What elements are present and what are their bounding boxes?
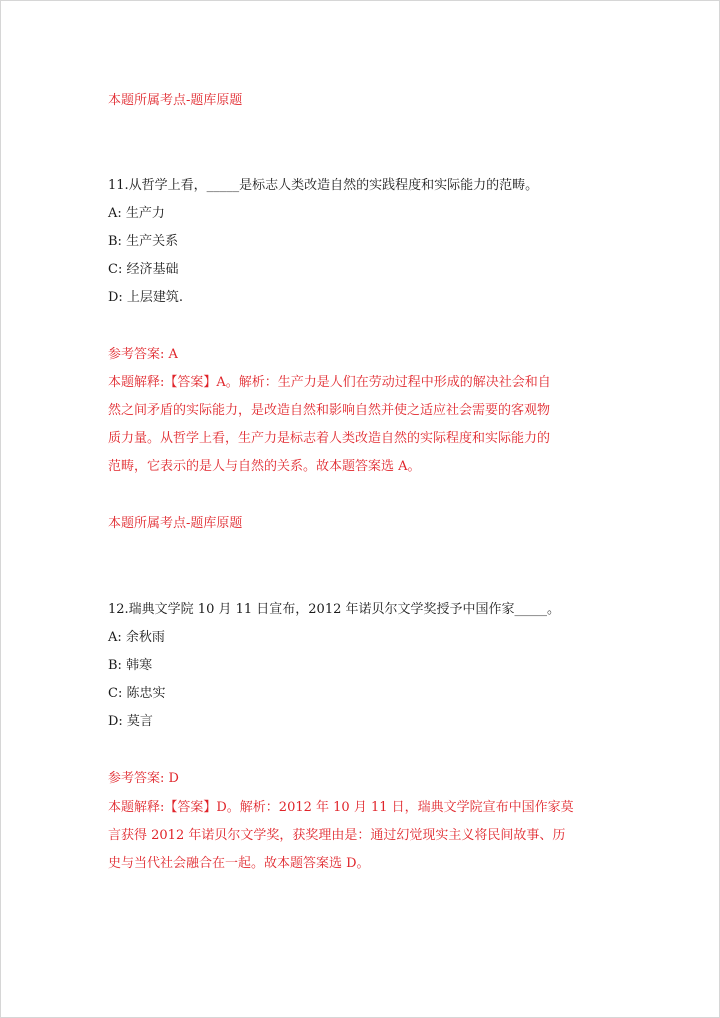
explanation-line: 本题解释:【答案】A。解析：生产力是人们在劳动过程中形成的解决社会和自 bbox=[108, 375, 551, 390]
option-c: C: 陈忠实 bbox=[108, 686, 166, 701]
option-a: A: 余秋雨 bbox=[108, 630, 165, 645]
explanation bbox=[108, 369, 616, 481]
explanation-line: 范畴，它表示的是人与自然的关系。故本题答案选 A。 bbox=[108, 459, 421, 474]
question-text: 12.瑞典文学院 10 月 11 日宣布，2012 年诺贝尔文学奖授予中国作家_____。 bbox=[108, 602, 561, 617]
explanation-line: 然之间矛盾的实际能力，是改造自然和影响自然并使之适应社会需要的客观物 bbox=[108, 403, 551, 418]
option-b: B: 生产关系 bbox=[108, 234, 179, 249]
option-c: C: 经济基础 bbox=[108, 262, 179, 277]
explanation-line: 本题解释:【答案】D。解析：2012 年 10 月 11 日，瑞典文学院宣布中国作家莫 bbox=[108, 800, 574, 815]
explanation bbox=[108, 794, 616, 878]
question-text: 11.从哲学上看，_____是标志人类改造自然的实践程度和实际能力的范畴。 bbox=[108, 178, 539, 193]
option-b: B: 韩寒 bbox=[108, 658, 153, 673]
answer-label: 参考答案: D bbox=[108, 771, 179, 786]
explanation-line: 言获得 2012 年诺贝尔文学奖，获奖理由是：通过幻觉现实主义将民间故事、历 bbox=[108, 828, 566, 843]
source-label: 本题所属考点-题库原题 bbox=[108, 93, 243, 108]
answer-label: 参考答案: A bbox=[108, 347, 178, 362]
option-d: D: 上层建筑. bbox=[108, 290, 184, 305]
option-d: D: 莫言 bbox=[108, 714, 153, 729]
explanation-line: 质力量。从哲学上看，生产力是标志着人类改造自然的实际程度和实际能力的 bbox=[108, 431, 551, 446]
source-label: 本题所属考点-题库原题 bbox=[108, 516, 243, 531]
option-a: A: 生产力 bbox=[108, 206, 165, 221]
explanation-line: 史与当代社会融合在一起。故本题答案选 D。 bbox=[108, 856, 370, 871]
